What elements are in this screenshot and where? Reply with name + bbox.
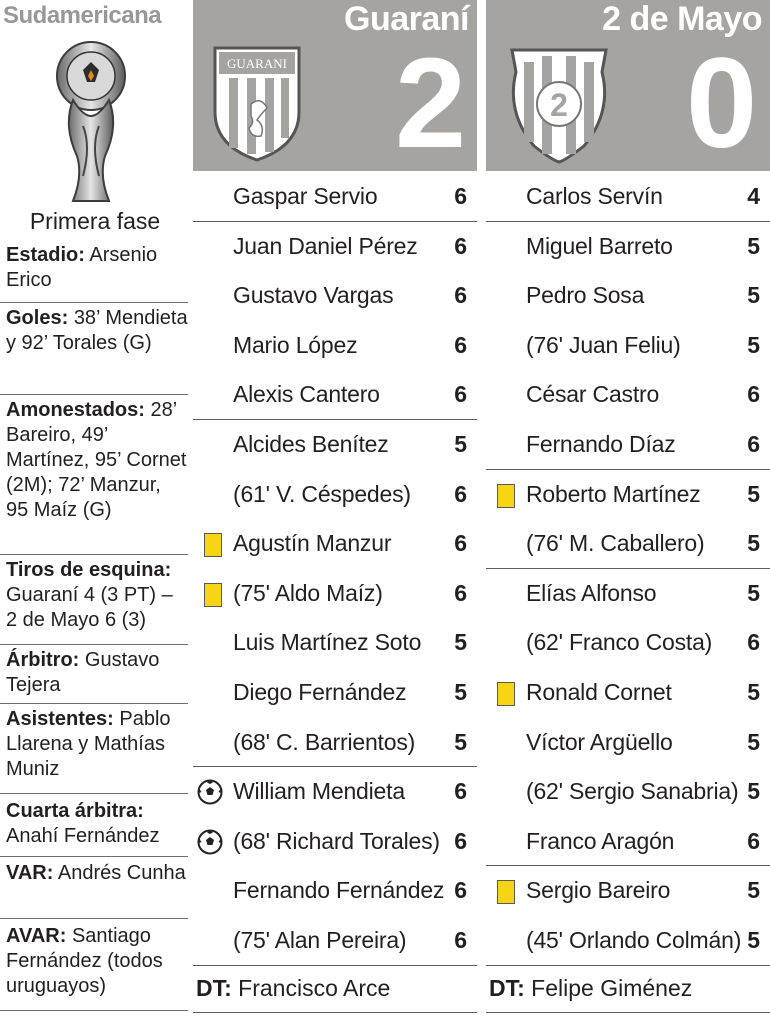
player-row: [193, 867, 477, 916]
home-team-name: Guaraní: [344, 0, 469, 38]
player-row: [486, 520, 770, 569]
player-rating: 5: [747, 579, 760, 606]
player-rating: 4: [747, 183, 760, 209]
info-var: VAR: Andrés Cunha: [6, 862, 186, 884]
player-rating: 6: [747, 381, 760, 408]
player-rating: 5: [454, 728, 467, 755]
player-rating: 6: [454, 778, 467, 805]
player-rating: 5: [747, 530, 760, 557]
player-name: Alcides Benítez: [233, 431, 389, 457]
soccer-ball-icon: [197, 779, 223, 805]
player-rating: 5: [747, 282, 760, 309]
player-rating: 5: [747, 927, 760, 953]
player-name: (76' M. Caballero): [526, 530, 705, 557]
player-row: [486, 272, 770, 321]
divider: [0, 856, 188, 857]
divider: [486, 1012, 770, 1013]
player-row: [193, 619, 477, 668]
player-rating: 6: [454, 530, 467, 557]
player-row: [193, 520, 477, 569]
player-name: Roberto Martínez: [526, 480, 701, 507]
player-name: Ronald Cornet: [526, 679, 672, 705]
player-rating: 6: [747, 827, 760, 854]
player-row: [193, 371, 477, 420]
info-avar: AVAR: Santiago Fernández (todos uruguayos): [6, 925, 163, 997]
player-rating: 5: [454, 431, 467, 457]
divider: [0, 644, 188, 645]
away-crest-icon: [504, 42, 614, 164]
player-row: [193, 223, 477, 272]
player-name: Mario López: [233, 331, 358, 358]
player-rating: 6: [454, 827, 467, 854]
player-name: Sergio Bareiro: [526, 877, 671, 904]
divider: [193, 965, 477, 966]
player-name: Víctor Argüello: [526, 728, 673, 755]
player-row: [193, 322, 477, 371]
player-row: [193, 421, 477, 470]
home-score: 2: [395, 32, 467, 175]
player-rating: 6: [454, 877, 467, 904]
away-crest-text: 2: [550, 87, 568, 123]
player-name: William Mendieta: [233, 778, 405, 805]
divider: [193, 221, 477, 222]
player-row: [486, 768, 770, 817]
player-rating: 6: [454, 579, 467, 606]
player-name: Juan Daniel Pérez: [233, 232, 418, 259]
divider: [486, 469, 770, 470]
player-row: [486, 371, 770, 420]
away-team-name: 2 de Mayo: [602, 0, 762, 38]
away-score: 0: [686, 32, 758, 175]
divider: [0, 703, 188, 704]
player-row: [193, 669, 477, 718]
info-assistants: Asistentes: Pablo Llarena y Mathías Muniz: [6, 708, 171, 780]
player-rating: 6: [747, 431, 760, 457]
player-name: Gaspar Servio: [233, 183, 378, 209]
player-row: [193, 818, 477, 867]
divider: [0, 302, 188, 303]
player-rating: 6: [454, 183, 467, 209]
player-name: Fernando Fernández: [233, 877, 445, 904]
divider: [193, 419, 477, 420]
player-name: Alexis Cantero: [233, 381, 380, 408]
divider: [193, 766, 477, 767]
player-name: (61' V. Céspedes): [233, 480, 411, 507]
player-rating: 6: [454, 480, 467, 507]
player-name: Franco Aragón: [526, 827, 675, 854]
phase-label: Primera fase: [29, 208, 161, 234]
player-row: [193, 272, 477, 321]
player-row: [486, 223, 770, 272]
home-crest-icon: [211, 42, 303, 164]
player-rating: 6: [454, 381, 467, 408]
divider: [193, 1012, 477, 1013]
player-rating: 5: [747, 232, 760, 259]
player-name: Gustavo Vargas: [233, 282, 394, 309]
divider: [0, 793, 188, 794]
divider: [486, 221, 770, 222]
player-name: Agustín Manzur: [233, 530, 392, 557]
home-crest-text: GUARANI: [227, 56, 287, 71]
player-name: Elías Alfonso: [526, 579, 657, 606]
divider: [0, 394, 188, 395]
divider: [0, 1010, 188, 1011]
player-rating: 5: [747, 480, 760, 507]
player-name: Fernando Díaz: [526, 431, 676, 457]
info-bookings: Amonestados: 28’ Bareiro, 49’ Martínez, 95’ Cornet (2M); 72’ Manzur, 95 Maíz (G): [6, 399, 187, 521]
player-name: (62' Sergio Sanabria): [526, 778, 739, 805]
away-coach: DT: Felipe Giménez: [489, 975, 693, 1001]
player-name: Luis Martínez Soto: [233, 629, 422, 656]
player-row: [193, 768, 477, 817]
player-rating: 5: [747, 877, 760, 904]
player-rating: 5: [747, 728, 760, 755]
player-row: [486, 421, 770, 470]
player-row: [486, 917, 770, 966]
player-row: [486, 719, 770, 768]
player-name: Diego Fernández: [233, 679, 407, 705]
player-rating: 6: [454, 282, 467, 309]
player-row: [193, 570, 477, 619]
player-row: [486, 570, 770, 619]
player-rating: 5: [747, 778, 760, 805]
player-name: César Castro: [526, 381, 660, 408]
info-stadium: Estadio: Arsenio Erico: [6, 244, 158, 291]
player-name: (45' Orlando Colmán): [526, 927, 742, 953]
divider: [486, 568, 770, 569]
player-row: [486, 471, 770, 520]
player-row: [193, 173, 477, 222]
player-name: (75' Aldo Maíz): [233, 579, 383, 606]
divider: [486, 865, 770, 866]
yellow-card-icon: [497, 484, 515, 508]
player-rating: 6: [454, 331, 467, 358]
player-rating: 5: [454, 629, 467, 656]
info-fourth-official: Cuarta árbitra: Anahí Fernández: [6, 800, 160, 847]
info-corners: Tiros de esquina: Guaraní 4 (3 PT) – 2 de Mayo 6 (3): [6, 559, 173, 631]
away-team-header: [486, 0, 770, 175]
player-row: [486, 173, 770, 222]
home-coach: DT: Francisco Arce: [196, 975, 391, 1001]
trophy-icon: [43, 36, 139, 204]
yellow-card-icon: [204, 533, 222, 557]
player-name: Miguel Barreto: [526, 232, 673, 259]
player-name: (68' C. Barrientos): [233, 728, 416, 755]
yellow-card-icon: [497, 682, 515, 706]
yellow-card-icon: [497, 880, 515, 904]
home-team-header: [193, 0, 477, 175]
player-name: (68' Richard Torales): [233, 827, 440, 854]
player-rating: 5: [747, 331, 760, 358]
player-row: [486, 818, 770, 867]
yellow-card-icon: [204, 583, 222, 607]
info-goals: Goles: 38’ Mendieta y 92’ Torales (G): [6, 307, 188, 354]
player-rating: 6: [747, 629, 760, 656]
player-row: [193, 471, 477, 520]
player-name: Carlos Servín: [526, 183, 663, 209]
player-rating: 5: [747, 679, 760, 705]
player-rating: 6: [454, 232, 467, 259]
player-row: [193, 917, 477, 966]
player-row: [486, 619, 770, 668]
player-name: Pedro Sosa: [526, 282, 645, 309]
player-row: [486, 867, 770, 916]
divider: [0, 918, 188, 919]
divider: [486, 965, 770, 966]
competition-title: Sudamericana: [3, 2, 162, 29]
info-referee: Árbitro: Gustavo Tejera: [6, 649, 160, 696]
player-row: [193, 719, 477, 768]
divider: [0, 554, 188, 555]
player-name: (76' Juan Feliu): [526, 331, 681, 358]
player-rating: 5: [454, 679, 467, 705]
player-row: [486, 322, 770, 371]
soccer-ball-icon: [197, 829, 223, 855]
player-rating: 6: [454, 927, 467, 953]
player-name: (75' Alan Pereira): [233, 927, 407, 953]
player-name: (62' Franco Costa): [526, 629, 713, 656]
player-row: [486, 669, 770, 718]
